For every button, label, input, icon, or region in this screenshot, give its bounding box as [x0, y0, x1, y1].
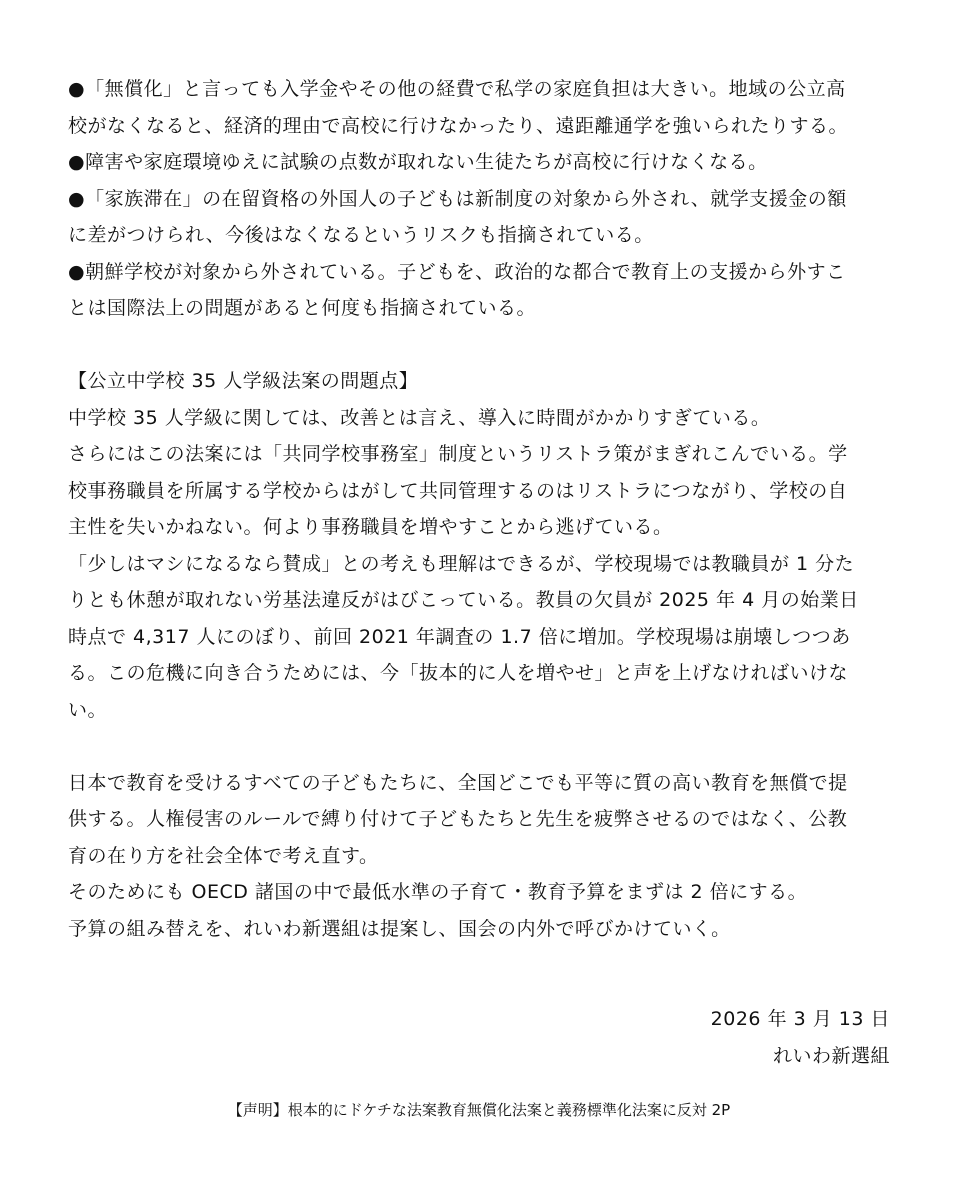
paragraph-line: ●「家族滞在」の在留資格の外国人の子どもは新制度の対象から外され、就学支援金の額	[68, 187, 847, 210]
paragraph-line: 時点で 4,317 人にのぼり、前回 2021 年調査の 1.7 倍に増加。学校現場は崩壊しつつあ	[68, 625, 851, 648]
paragraph-line: い。	[68, 698, 108, 721]
paragraph-line: 育の在り方を社会全体で考え直す。	[68, 844, 379, 867]
signature-date: 2026 年 3 月 13 日	[710, 1008, 890, 1030]
paragraph-line: 校事務職員を所属する学校からはがして共同管理するのはリストラにつながり、学校の自	[68, 479, 848, 502]
conclusion-section	[68, 765, 898, 948]
paragraph-line: る。この危機に向き合うためには、今「抜本的に人を増やせ」と声を上げなければいけな	[68, 662, 849, 684]
bullet-section	[68, 71, 898, 327]
spacer	[68, 327, 898, 364]
paragraph-line: 校がなくなると、経済的理由で高校に行けなかったり、遠距離通学を強いられたりする。	[68, 114, 849, 137]
paragraph-line: ●障害や家庭環境ゆえに試験の点数が取れない生徒たちが高校に行けなくなる。	[68, 151, 768, 173]
paragraph-line: 主性を失いかねない。何より事務職員を増やすことから逃げている。	[68, 516, 673, 538]
paragraph-line: 中学校 35 人学級に関しては、改善とは言え、導入に時間がかかりすぎている。	[68, 406, 771, 429]
paragraph-line: りとも休憩が取れない労基法違反がはびこっている。教員の欠員が 2025 年 4 月の始業日	[68, 589, 859, 611]
paragraph-line: に差がつけられ、今後はなくなるというリスクも指摘されている。	[68, 224, 654, 246]
paragraph-line: 予算の組み替えを、れいわ新選組は提案し、国会の内外で呼びかけていく。	[68, 917, 731, 940]
page-footer: 【声明】根本的にドケチな法案教育無償化法案と義務標準化法案に反対 2P	[227, 1101, 731, 1119]
signature-block	[711, 1001, 890, 1074]
paragraph-line: ●「無償化」と言っても入学金やその他の経費で私学の家庭負担は大きい。地域の公立高	[68, 78, 846, 100]
class-size-section	[68, 363, 898, 728]
paragraph-line: 「少しはマシになるなら賛成」との考えも理解はできるが、学校現場では教職員が 1 分た	[68, 552, 855, 575]
paragraph-line: 供する。人権侵害のルールで縛り付けて子どもたちと先生を疲弊させるのではなく、公教	[68, 808, 848, 830]
signature-org: れいわ新選組	[772, 1044, 890, 1067]
paragraph-line: とは国際法上の問題があると何度も指摘されている。	[68, 297, 537, 319]
paragraph-line: そのためにも OECD 諸国の中で最低水準の子育て・教育予算をまずは 2 倍にする。	[68, 881, 808, 903]
paragraph-line: ●朝鮮学校が対象から外されている。子どもを、政治的な都合で教育上の支援から外すこ	[68, 260, 846, 283]
section-heading: 【公立中学校 35 人学級法案の問題点】	[68, 370, 419, 392]
statement-body	[68, 71, 898, 947]
paragraph-line: さらにはこの法案には「共同学校事務室」制度というリストラ策がまぎれこんでいる。学	[68, 443, 848, 465]
paragraph-line: 日本で教育を受けるすべての子どもたちに、全国どこでも平等に質の高い教育を無償で提	[68, 771, 848, 794]
spacer	[68, 728, 898, 765]
